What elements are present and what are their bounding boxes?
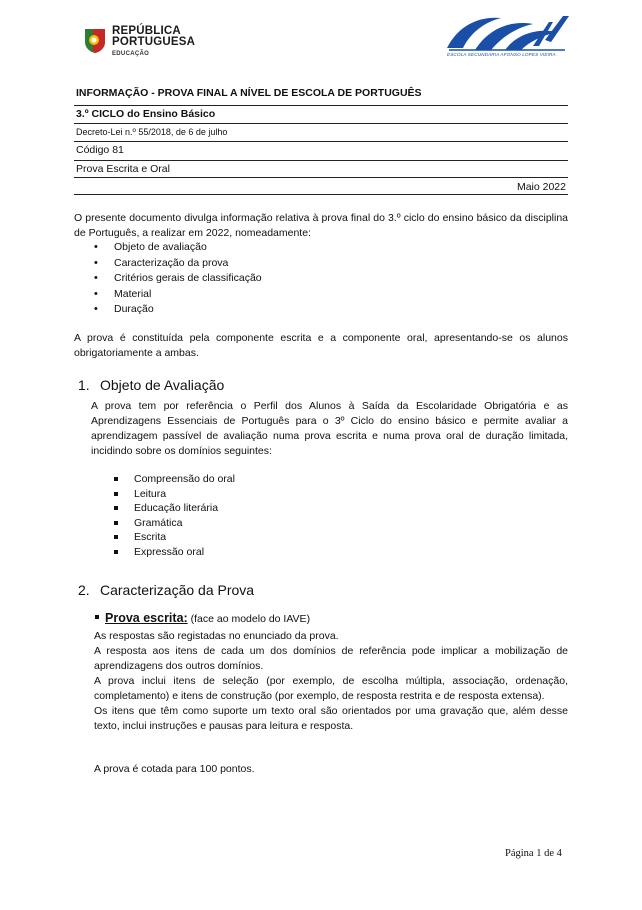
list-item: Escrita: [114, 530, 414, 545]
document-title: INFORMAÇÃO - PROVA FINAL A NÍVEL DE ESCOLA DE PORTUGUÊS: [76, 87, 422, 99]
cycle-label: 3.º CICLO do Ensino Básico: [74, 105, 568, 123]
written-exam-subheading: [95, 611, 310, 625]
section-1-heading: [78, 377, 224, 393]
list-item: • Objeto de avaliação: [94, 240, 394, 256]
intro-paragraph: O presente documento divulga informação relativa à prova final do 3.º ciclo do ensino básico da disciplina de Português, a realizar em 2022, nomeadamente:: [74, 212, 568, 239]
paragraph-items: A prova inclui itens de seleção (por exemplo, de escolha múltipla, associação, ordenação, completamento) e itens de construção (por exemplo, de resposta restrita e de resposta extensa).: [94, 675, 568, 702]
section-2-heading: [78, 582, 254, 598]
list-item: • Critérios gerais de classificação: [94, 271, 394, 287]
list-item: Gramática: [114, 516, 414, 531]
decree-label: Decreto-Lei n.º 55/2018, de 6 de julho: [74, 123, 568, 141]
section-1-number: 1.: [78, 377, 90, 393]
components-paragraph: A prova é constituída pela componente escrita e a componente oral, apresentando-se os alunos obrigatoriamente a ambas.: [74, 332, 568, 359]
list-item: • Duração: [94, 302, 394, 318]
flag-shield-icon: [84, 28, 106, 54]
list-item: • Material: [94, 287, 394, 303]
gov-logo-text: REPÚBLICA PORTUGUESA: [112, 25, 196, 48]
list-item: Leitura: [114, 487, 414, 502]
paragraph-oral-items: Os itens que têm como suporte um texto oral são orientados por uma gravação que, além desse texto, inclui instruções e pausas para leitura e resposta.: [94, 705, 568, 732]
exam-type: Prova Escrita e Oral: [74, 160, 568, 177]
list-item: Compreensão do oral: [114, 472, 414, 487]
intro-list: [94, 240, 394, 318]
written-exam-label: Prova escrita:: [105, 611, 188, 625]
government-logo: [84, 26, 224, 66]
list-item: • Caracterização da prova: [94, 256, 394, 272]
exam-date: Maio 2022: [74, 177, 568, 195]
gov-logo-subtitle: EDUCAÇÃO: [112, 51, 150, 57]
section-2-title: Caracterização da Prova: [100, 582, 255, 598]
section-1-paragraph: A prova tem por referência o Perfil dos Alunos à Saída da Escolaridade Obrigatória e as Aprendizagens Essenciais de Português para o 3º Ciclo do ensino básico e permite avaliar a aprendizagem passível de avaliação numa prova escrita e numa prova oral de duração limitada, incidindo sobre os domínios seguintes:: [91, 400, 568, 457]
paragraph-domains: A resposta aos itens de cada um dos domínios de referência pode implicar a mobilização de aprendizagens dos outros domínios.: [94, 645, 568, 672]
title-block: [74, 86, 568, 195]
school-logo-text: ESCOLA SECUNDÁRIA AFONSO LOPES VIEIRA: [447, 52, 556, 57]
list-item: Educação literária: [114, 501, 414, 516]
paragraph-score: A prova é cotada para 100 pontos.: [94, 763, 255, 775]
section-2-number: 2.: [78, 582, 90, 598]
domains-list: [114, 472, 414, 560]
page-number: Página 1 de 4: [505, 848, 562, 859]
paragraph-answers: As respostas são registadas no enunciado da prova.: [94, 630, 339, 642]
exam-code: Código 81: [74, 141, 568, 160]
square-bullet-icon: [95, 615, 99, 619]
list-item: Expressão oral: [114, 545, 414, 560]
section-1-title: Objeto de Avaliação: [100, 377, 225, 393]
written-exam-note: (face ao modelo do IAVE): [190, 613, 311, 625]
